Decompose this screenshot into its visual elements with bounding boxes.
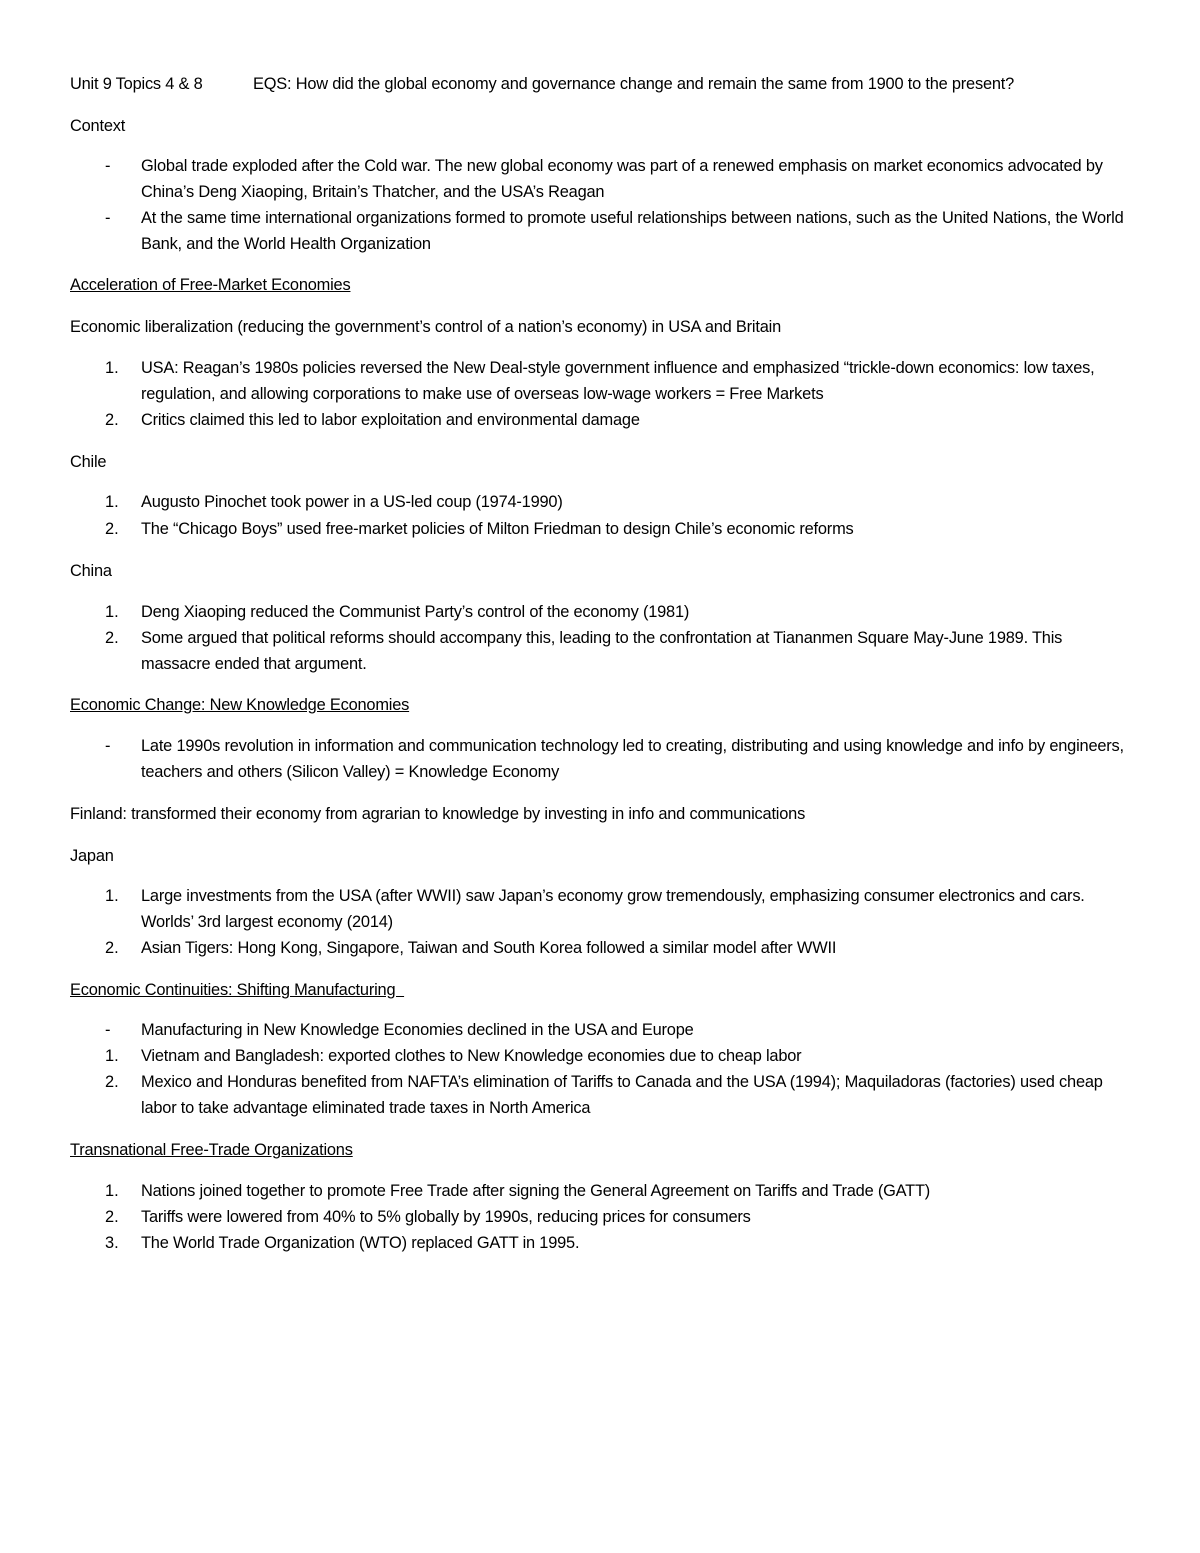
list-item-text: Tariffs were lowered from 40% to 5% globally by 1990s, reducing prices for consumers bbox=[141, 1208, 751, 1226]
list-item-text: Augusto Pinochet took power in a US-led coup (1974-1990) bbox=[141, 493, 563, 511]
list-marker: 1. bbox=[105, 359, 119, 377]
list-item-text: The “Chicago Boys” used free-market policies of Milton Friedman to design Chile’s economic reforms bbox=[141, 520, 854, 538]
list-marker: 3. bbox=[105, 1234, 119, 1252]
list-marker: 1. bbox=[105, 1047, 119, 1065]
list-marker: 2. bbox=[105, 629, 119, 647]
essential-question: EQS: How did the global economy and governance change and remain the same from 1900 to the present? bbox=[253, 75, 1015, 93]
subheading-liberalization: Economic liberalization (reducing the government’s control of a nation’s economy) in USA and Britain bbox=[70, 318, 781, 336]
list-item-text: Some argued that political reforms should accompany this, leading to the confrontation at Tiananmen Square May-June 1989. This massacre ended that argument. bbox=[141, 629, 1063, 673]
list-marker: - bbox=[105, 157, 111, 175]
list-item-text: At the same time international organizations formed to promote useful relationships between nations, such as the United Nations, the World Bank, and the World Health Organization bbox=[141, 209, 1124, 253]
section-heading-knowledge: Economic Change: New Knowledge Economies bbox=[70, 696, 410, 714]
list-marker: 1. bbox=[105, 1182, 119, 1200]
list-marker: 2. bbox=[105, 520, 119, 538]
list-item-text: Critics claimed this led to labor exploitation and environmental damage bbox=[141, 411, 640, 429]
list-item-text: Global trade exploded after the Cold war. The new global economy was part of a renewed emphasis on market economics advocated by China’s Deng Xiaoping, Britain’s Thatcher, and the USA’s Reagan bbox=[141, 157, 1103, 201]
finland-note: Finland: transformed their economy from agrarian to knowledge by investing in info and communications bbox=[70, 805, 806, 823]
list-marker: 2. bbox=[105, 411, 119, 429]
list-item-text: Asian Tigers: Hong Kong, Singapore, Taiwan and South Korea followed a similar model after WWII bbox=[141, 939, 837, 957]
section-heading-manufacturing: Economic Continuities: Shifting Manufacturing bbox=[70, 981, 405, 999]
list-marker: 1. bbox=[105, 887, 119, 905]
list-item-text: USA: Reagan’s 1980s policies reversed the New Deal-style government influence and emphasized “trickle-down economics: low taxes, regulation, and allowing corporations to make use of overseas low-wage workers = Free Markets bbox=[141, 359, 1095, 403]
list-marker: 1. bbox=[105, 493, 119, 511]
list-marker: - bbox=[105, 1021, 111, 1039]
japan-heading: Japan bbox=[70, 847, 114, 865]
section-heading-acceleration: Acceleration of Free-Market Economies bbox=[70, 276, 351, 294]
context-heading: Context bbox=[70, 117, 126, 135]
list-item-text: Mexico and Honduras benefited from NAFTA’s elimination of Tariffs to Canada and the USA (1994); Maquiladoras (factories) used cheap labor to take advantage eliminated trade taxes in North America bbox=[141, 1073, 1103, 1117]
list-marker: - bbox=[105, 209, 111, 227]
list-item-text: Deng Xiaoping reduced the Communist Party’s control of the economy (1981) bbox=[141, 603, 690, 621]
list-item-text: Vietnam and Bangladesh: exported clothes to New Knowledge economies due to cheap labor bbox=[141, 1047, 802, 1065]
list-marker: 2. bbox=[105, 1073, 119, 1091]
list-marker: - bbox=[105, 737, 111, 755]
list-item-text: Late 1990s revolution in information and communication technology led to creating, distributing and using knowledge and info by engineers, teachers and others (Silicon Valley) = Knowledge Economy bbox=[141, 737, 1124, 781]
list-item-text: Nations joined together to promote Free Trade after signing the General Agreement on Tariffs and Trade (GATT) bbox=[141, 1182, 931, 1200]
list-item-text: Large investments from the USA (after WWII) saw Japan’s economy grow tremendously, emphasizing consumer electronics and cars. Worlds’ 3rd largest economy (2014) bbox=[141, 887, 1085, 931]
section-heading-transnational: Transnational Free-Trade Organizations bbox=[70, 1141, 353, 1159]
list-marker: 2. bbox=[105, 1208, 119, 1226]
list-item-text: The World Trade Organization (WTO) replaced GATT in 1995. bbox=[141, 1234, 580, 1252]
chile-heading: Chile bbox=[70, 453, 107, 471]
list-item-text: Manufacturing in New Knowledge Economies declined in the USA and Europe bbox=[141, 1021, 694, 1039]
list-marker: 2. bbox=[105, 939, 119, 957]
unit-label: Unit 9 Topics 4 & 8 bbox=[70, 75, 203, 93]
list-marker: 1. bbox=[105, 603, 119, 621]
china-heading: China bbox=[70, 562, 112, 580]
